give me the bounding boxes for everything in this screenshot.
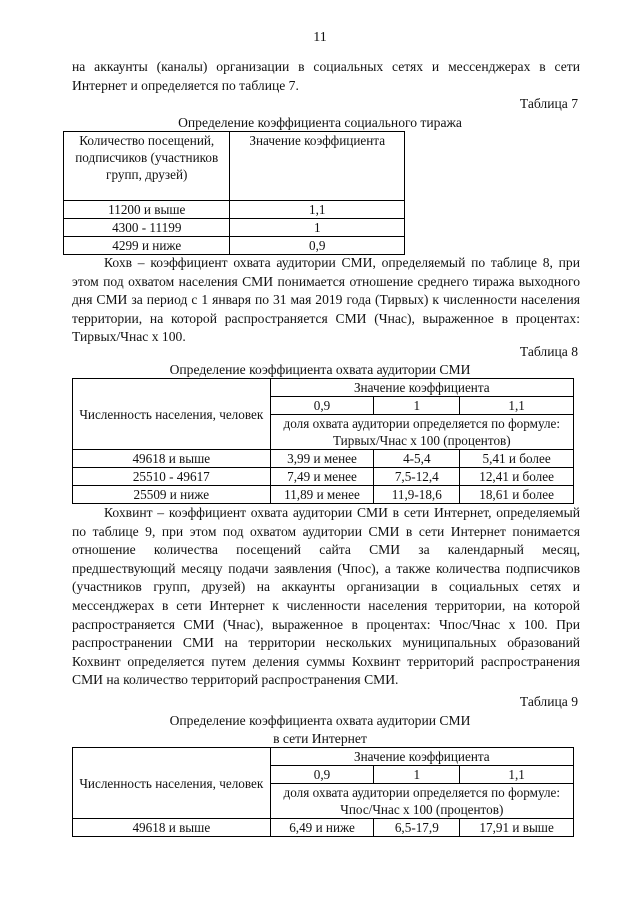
table9-cell: 6,5-17,9 xyxy=(374,819,460,837)
table8-population-header: Численность населения, человек xyxy=(73,379,271,450)
table7-cell: 4300 - 11199 xyxy=(64,219,230,237)
table7-label: Таблица 7 xyxy=(519,96,578,111)
table7-cell: 0,9 xyxy=(230,237,405,255)
table9-cell: 6,49 и ниже xyxy=(270,819,374,837)
table8-value-header: Значение коэффициента xyxy=(270,379,573,397)
table7-header-row xyxy=(64,132,405,201)
table8-coef: 1 xyxy=(374,397,460,415)
table8-cell: 18,61 и более xyxy=(460,486,574,504)
table8-cell: 25509 и ниже xyxy=(73,486,271,504)
table-row xyxy=(64,201,405,219)
table8-coef: 0,9 xyxy=(270,397,374,415)
table7-header-col2: Значение коэффициента xyxy=(230,132,405,201)
table8-label: Таблица 8 xyxy=(519,344,578,359)
kohv-paragraph xyxy=(72,254,580,347)
table-row xyxy=(73,450,574,468)
table9-coef: 0,9 xyxy=(270,766,374,784)
intro-text: на аккаунты (каналы) организации в социальных сетях и мессенджерах в сети Интернет и определяется по таблице 7. xyxy=(72,59,580,93)
table8-title: Определение коэффициента охвата аудитории СМИ xyxy=(169,362,471,377)
table9-label: Таблица 9 xyxy=(519,694,578,709)
table9-coef: 1,1 xyxy=(460,766,574,784)
table7-header-col1: Количество посещений, подписчиков (участников групп, друзей) xyxy=(64,132,230,201)
table7-cell: 11200 и выше xyxy=(64,201,230,219)
kohvint-paragraph xyxy=(72,504,580,690)
page-number: 11 xyxy=(313,30,327,45)
table9-cell: 17,91 и выше xyxy=(460,819,574,837)
table9-title-line1: Определение коэффициента охвата аудитории СМИ xyxy=(169,713,471,728)
table7-title: Определение коэффициента социального тиража xyxy=(178,115,462,130)
table8-cell: 7,49 и менее xyxy=(270,468,374,486)
table-row xyxy=(73,468,574,486)
table7-cell: 1,1 xyxy=(230,201,405,219)
table9-cell: 49618 и выше xyxy=(73,819,271,837)
table-row xyxy=(64,219,405,237)
table9-value-header: Значение коэффициента xyxy=(270,748,573,766)
table-row xyxy=(73,819,574,837)
table7 xyxy=(63,131,405,255)
kohv-text: Кохв – коэффициент охвата аудитории СМИ, определяемый по таблице 8, при этом под охватом населения СМИ понимается отношение среднего тиража выходного дня СМИ за период с 1 января по 31 мая 2019 года (Тирвых) к численности населения территории, на которой распространяется СМИ (Чнас), выраженное в процентах: Тирвых/Чнас x 100. xyxy=(72,255,580,345)
table9-title-line2: в сети Интернет xyxy=(273,731,367,746)
table8-cell: 11,89 и менее xyxy=(270,486,374,504)
table8-cell: 7,5-12,4 xyxy=(374,468,460,486)
table8-cell: 3,99 и менее xyxy=(270,450,374,468)
table-row xyxy=(64,237,405,255)
table8-cell: 4-5,4 xyxy=(374,450,460,468)
table9-population-header: Численность населения, человек xyxy=(73,748,271,819)
table8-cell: 12,41 и более xyxy=(460,468,574,486)
table8-cell: 5,41 и более xyxy=(460,450,574,468)
kohvint-text: Кохвинт – коэффициент охвата аудитории СМИ в сети Интернет, определяемый по таблице 9, при этом под охватом аудитории СМИ в сети Интернет понимается отношение количества посещений сайта СМИ за календарный месяц, предшествующий месяцу подачи заявления (Чпос), а также количества подписчиков (участников групп, друзей) на аккаунты организации в социальных сетях и мессенджерах в сети Интернет к численности населения территории, на которой распространяется СМИ (Чнас), выраженное в процентах: Чпос/Чнас x 100. При распространении СМИ на территории нескольких муниципальных образований Кохвинт определяется путем деления суммы Кохвинт территорий распространения СМИ на количество территорий распространения СМИ. xyxy=(72,505,580,688)
table8-cell: 49618 и выше xyxy=(73,450,271,468)
table7-cell: 4299 и ниже xyxy=(64,237,230,255)
table8-cell: 11,9-18,6 xyxy=(374,486,460,504)
table8 xyxy=(72,378,574,504)
table8-share-note: доля охвата аудитории определяется по формуле: Тирвых/Чнас x 100 (процентов) xyxy=(270,415,573,450)
table9-share-note: доля охвата аудитории определяется по формуле: Чпос/Чнас x 100 (процентов) xyxy=(270,784,573,819)
table8-cell: 25510 - 49617 xyxy=(73,468,271,486)
table7-cell: 1 xyxy=(230,219,405,237)
intro-paragraph xyxy=(72,58,580,95)
table-row xyxy=(73,486,574,504)
table9-coef: 1 xyxy=(374,766,460,784)
table8-coef: 1,1 xyxy=(460,397,574,415)
table9 xyxy=(72,747,574,837)
